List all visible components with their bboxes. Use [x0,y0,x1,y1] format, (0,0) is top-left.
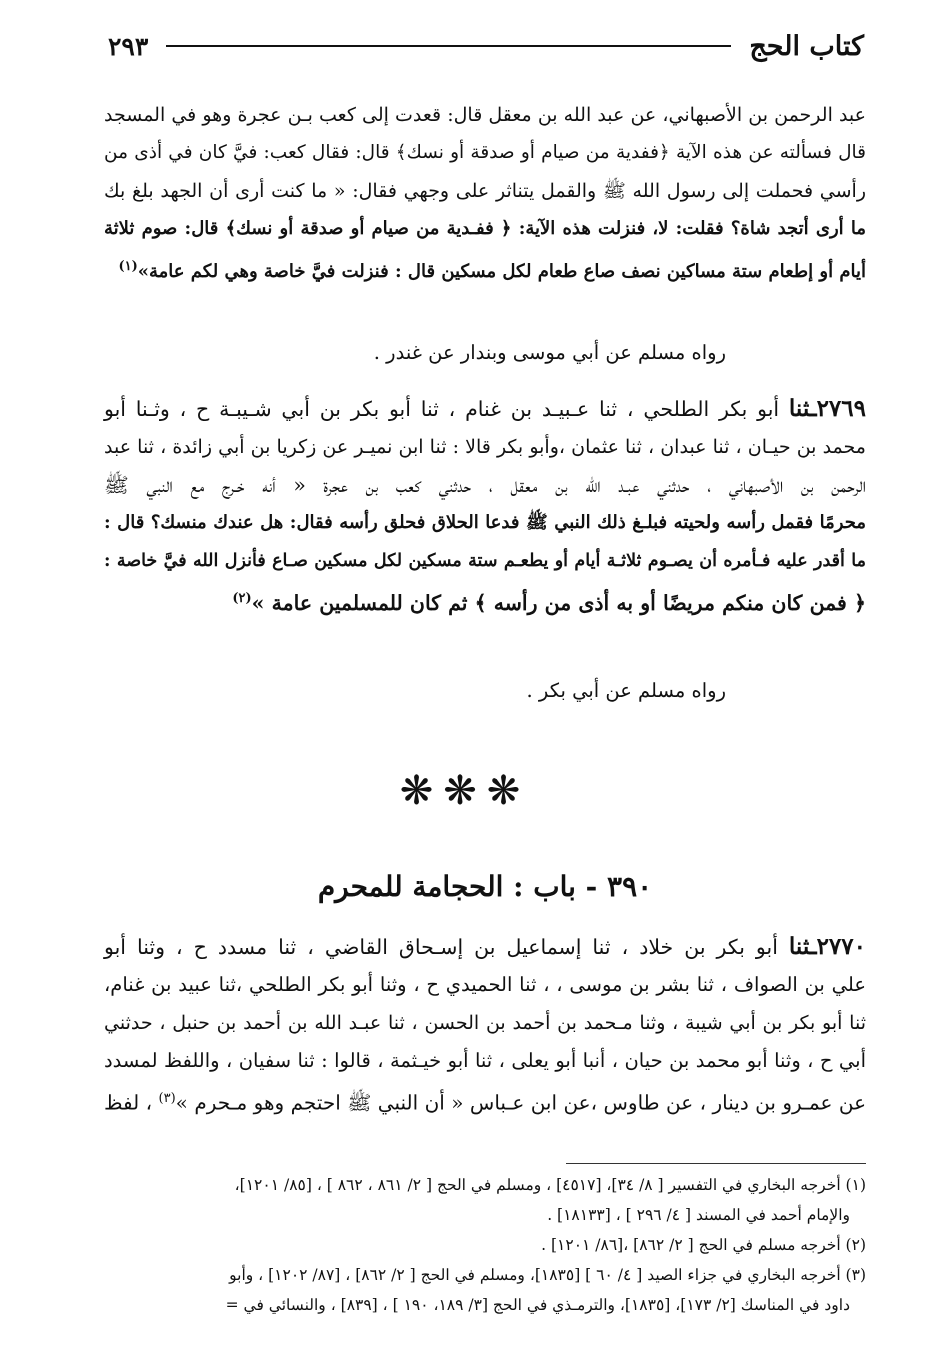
reference-line [104,672,866,710]
footnote: (٣) أخرجه البخاري في جزاء الصيد [ ٤/ ٦٠ ] [١٨٣٥]، ومسلم في الحج [ ٢/ ٨٦٢] ، [٨٧/ ١٢٠٢] ، وأبو [229,1266,866,1284]
footnote-marker: (٢) [232,591,252,606]
hadith-tha: ثنا [788,933,810,960]
text-line [104,390,866,428]
text-line [104,580,866,618]
text-line: ما أقدر عليه فـأمره أن يصـوم ثلاثـة أيام أو يطعـم ستة مسكين لكل مسكين صـاع فأنزل الله فيَّ خاصة : [104,551,866,571]
footnote-marker: (١) [118,259,138,274]
text-line: ما أرى أتجد شاة؟ فقلت: لا، فنزلت هذه الآية: ﴿ ففـدية من صيام أو صدقة أو نسك﴾ قال: صوم ثلاثة [104,218,866,239]
text-line [104,248,866,286]
text-line-body: عن عمـرو بن دينار ، عن طاوس ،عن ابن عـباس « أن النبي ﷺ احتجم وهو مـحرم » [175,1090,866,1115]
text-line: علي بن الصواف ، ثنا بشر بن موسى ، ، ثنا الحميدي ح ، وثنا أبو بكر الطلحي ،ثنا عبيد بن غنام، [104,973,866,996]
reference-line [104,334,866,372]
text-line [104,928,866,966]
footnote: (٢) أخرجه مسلم في الحج [ ٢/ ٨٦٢] ،[٨٦/ ١٢٠١] . [541,1236,866,1254]
page-header [108,26,864,66]
hadith-tha: ثنا [788,395,810,422]
page-number: ٢٩٣ [108,31,149,61]
text-line: أبي ح ، وثنا أبو محمد بن حيان ، أنبا أبو يعلى ، ثنا أبو خيـثمة ، قالوا : ثنا سفيان ، واللفظ لمسدد [104,1049,866,1072]
header-rule [166,45,731,47]
section-1 [104,96,866,286]
text-line: رأسي فحملت إلى رسول الله ﷺ والقمل يتناثر على وجهي فقال: « ما كنت أرى أن الجهد بلغ بك [104,180,866,202]
hadith-2770 [104,928,866,1118]
chapter-heading: ٣٩٠ - باب : الحجامة للمحرم [317,870,653,903]
text-line [104,1080,866,1118]
text-line: ثنا أبو بكر بن أبي شيبة ، وثنا مـحمد بن أحمد بن الحسن ، ثنا عبـد الله بن أحمد بن حنبل ، حدثني [104,1012,866,1034]
text-line-body: أبو بكر الطلحي ، ثنا عـبيـد بن غنام ، ثنا أبو بكر بن أبي شـيبـة ح ، وثـنا أبو [104,397,780,421]
hadith-number: ٢٧٧٠ـ [809,933,866,960]
footnote-separator [566,1163,866,1164]
text-line: الرحمن بن الأصبهاني ، حدثني عبـد الله بن معقل ، حدثني كعب بن عجرة « أنه خـرج مع النبي ﷺ [104,473,866,497]
reference-text: رواه مسلم عن أبي بكر . [526,679,726,702]
hadith-number: ٢٧٦٩ـ [809,395,866,422]
footnote-marker: (٣) [158,1091,176,1106]
reference-text: رواه مسلم عن أبي موسى وبندار عن غندر . [373,341,726,364]
text-line-tail: ، لفظ [104,1090,153,1115]
text-line-body: أيام أو إطعام ستة مساكين نصف صاع طعام لكل مسكين قال : فنزلت فيَّ خاصة وهي لكم عامة» [137,261,866,282]
text-line-body: أبو بكر بن خلاد ، ثنا إسماعيل بن إسـحاق القاضي ، ثنا مسدد ح ، وثنا أبو [104,935,778,959]
footnotes [104,1170,866,1320]
footnote: والإمام أحمد في المسند [ ٤/ ٢٩٦ ] ، [١٨١٣٣] . [547,1206,850,1224]
running-title: كتاب الحج [749,30,864,62]
footnote: داود في المناسك [٢/ ١٧٣]، [١٨٣٥]، والترمـذي في الحج [٣/ ١٨٩، ١٩٠ ] ، [٨٣٩] ، والنسائي في = [225,1296,850,1314]
text-line: عبد الرحمن بن الأصبهاني، عن عبد الله بن معقل قال: قعدت إلى كعب بـن عجرة وهو في المسجد [104,104,866,126]
text-line: محمد بن حيـان ، ثنا عبدان ، ثنا عثمان ،وأبو بكر قالا : ثنا ابن نميـر عن زكريا بن أبي زائدة ، ثنا عبد [104,436,866,458]
hadith-2769 [104,390,866,618]
text-line-body: ﴿ فمن كان منكم مريضًا أو به أذى من رأسه ﴾ ثم كان للمسلمين عامة » [251,590,866,615]
section-separator-ornament: ❋❋❋ [399,768,531,814]
text-line: محرمًا فقمل رأسه ولحيته فبلـغ ذلك النبي ﷺ فدعا الحلاق فحلق رأسه فقال: هل عندك منسك؟ قال : [104,512,866,533]
text-line: قال فسألته عن هذه الآية ﴿ففدية من صيام أو صدقة أو نسك﴾ قال: فقال كعب: فيَّ كان في أذى من [104,142,866,163]
footnote: (١) أخرجه البخاري في التفسير [ ٨/ ٣٤]، [٤٥١٧] ، ومسلم في الحج [ ٢/ ٨٦١ ، ٨٦٢ ] ، [٨٥/ ١٢٠١]، [234,1176,866,1194]
